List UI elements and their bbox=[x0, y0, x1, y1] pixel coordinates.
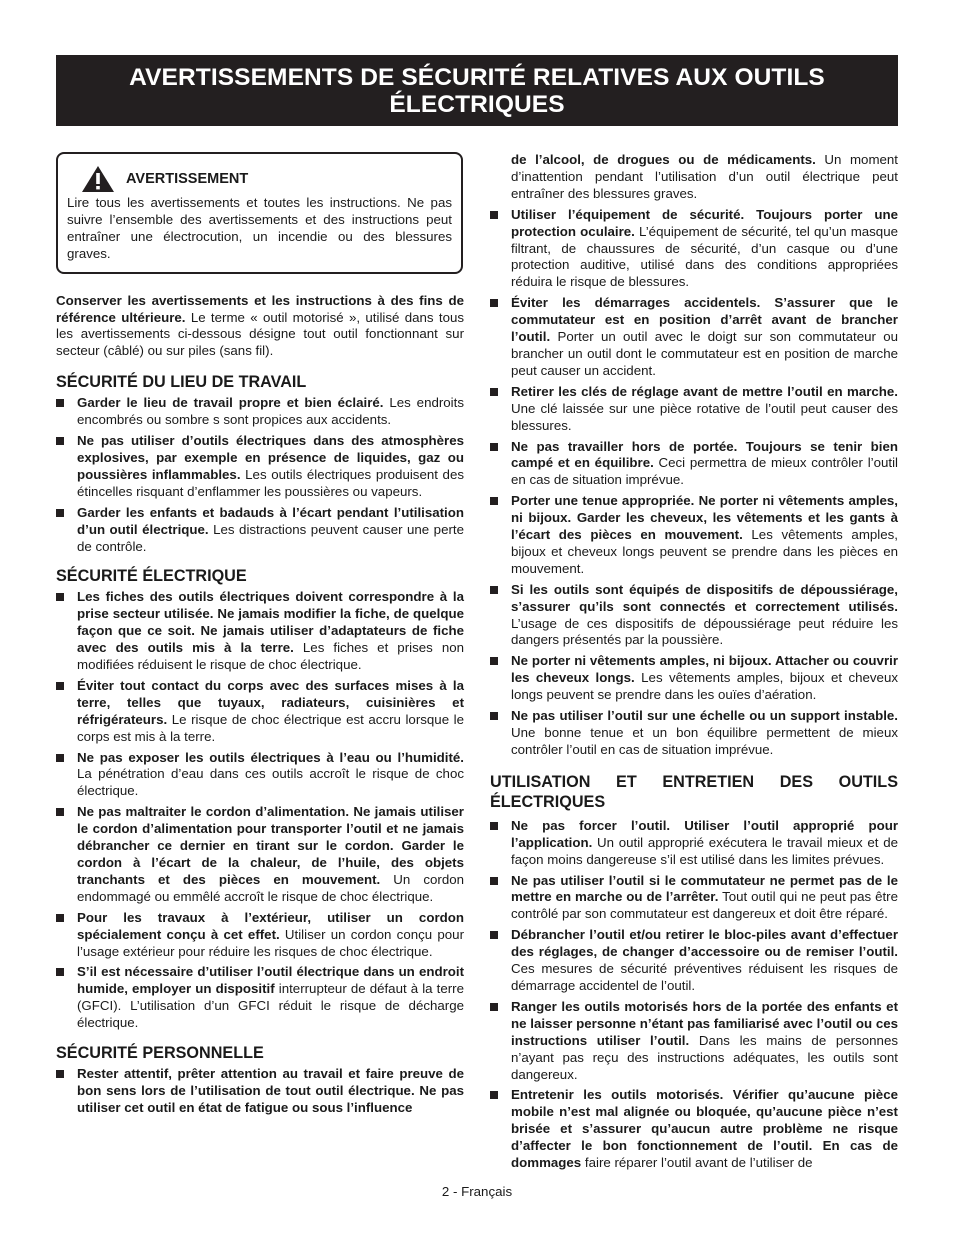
bullet-icon bbox=[490, 657, 498, 665]
item-text: Un outil approprié exécutera le travail mieux et de façon moins dangereuse s’il est utilisé dans les limites prévues. bbox=[511, 834, 898, 867]
item-bold: Retirer les clés de réglage avant de mettre l’outil en marche. bbox=[511, 383, 898, 399]
list-item bbox=[56, 964, 464, 1032]
item-bold: Pour les travaux à l’extérieur, utiliser un cordon spécialement conçu à cet effet. bbox=[77, 909, 464, 942]
item-bold: Rester attentif, prêter attention au travail et faire preuve de bon sens lors de l’utilisation de tout outil électrique. Ne pas utiliser cet outil en état de fatigue ou sous l’influence bbox=[77, 1066, 464, 1115]
bullet-icon bbox=[490, 877, 498, 885]
warning-title: AVERTISSEMENT bbox=[126, 170, 249, 187]
list-item bbox=[490, 818, 898, 869]
page-title: AVERTISSEMENTS DE SÉCURITÉ RELATIVES AUX OUTILS ÉLECTRIQUES bbox=[56, 55, 898, 126]
item-bold: Éviter les démarrages accidentels. S’assurer que le commutateur est en position d’arrêt avant de brancher l’outil. bbox=[511, 295, 898, 345]
item-text: interrupteur de défaut à la terre (GFCI). L’utilisation d’un GFCI réduit le risque de décharge électrique. bbox=[77, 981, 464, 1031]
list-item bbox=[56, 589, 464, 674]
item-text: Une clé laissée sur une pièce rotative de l’outil peut causer des blessures. bbox=[511, 400, 898, 433]
item-text: Les endroits encombrés ou sombre s sont propices aux accidents. bbox=[77, 395, 464, 428]
list-item bbox=[56, 433, 464, 501]
bullet-icon bbox=[56, 754, 64, 762]
item-text: Le risque de choc électrique est accru lorsque le corps est mis à la terre. bbox=[77, 711, 464, 744]
bullet-icon bbox=[490, 388, 498, 396]
list-item bbox=[490, 927, 898, 995]
intro-paragraph bbox=[56, 293, 464, 361]
heading-personal: SÉCURITÉ PERSONNELLE bbox=[56, 1044, 264, 1063]
list-personal-continued bbox=[490, 207, 898, 759]
item-text: Les distractions peuvent causer une perte de contrôle. bbox=[77, 521, 464, 554]
item-text: Les vêtements amples, bijoux et cheveux longs peuvent se prendre dans les pièces en mouvement. bbox=[511, 527, 898, 576]
list-item bbox=[490, 493, 898, 578]
list-item bbox=[490, 295, 898, 380]
bullet-icon bbox=[56, 914, 64, 922]
item-bold: Entretenir les outils motorisés. Vérifier qu’aucune pièce mobile n’est mal alignée ou bloquée, qu’aucune pièce n’est brisée et s’assurer qu’aucun autre problème ne risque d’affecter le bon fonctionnement de l’outil. En cas de dommages bbox=[511, 1087, 898, 1171]
item-text: Un moment d’inattention pendant l’utilisation d’un outil électrique peut entraîner des blessures graves. bbox=[511, 152, 899, 201]
item-text: L’usage de ces dispositifs de dépoussiérage peut réduire les dangers présentés par la poussière. bbox=[511, 615, 898, 648]
bullet-icon bbox=[490, 1003, 498, 1011]
bullet-icon bbox=[490, 822, 498, 830]
list-item bbox=[490, 207, 898, 292]
bullet-icon bbox=[490, 443, 498, 451]
item-text: Ceci permettra de mieux contrôler l’outil en cas de situation imprévue. bbox=[511, 455, 898, 488]
item-bold: Ne pas utiliser l’outil si le commutateur ne permet pas de le mettre en marche ou de l’arrêter. bbox=[511, 872, 898, 905]
item-text: faire réparer l’outil avant de l’utiliser de bbox=[581, 1155, 813, 1171]
list-item bbox=[490, 873, 898, 924]
list-item bbox=[56, 804, 464, 905]
warning-header bbox=[67, 165, 452, 193]
bullet-icon bbox=[490, 586, 498, 594]
page-footer: 2 - Français bbox=[441, 1184, 513, 1199]
bullet-icon bbox=[490, 931, 498, 939]
list-item-continuation bbox=[490, 152, 898, 203]
list-use-care bbox=[490, 818, 898, 1172]
heading-electrical: SÉCURITÉ ÉLECTRIQUE bbox=[56, 567, 247, 586]
bullet-icon bbox=[56, 437, 64, 445]
list-item bbox=[490, 582, 898, 650]
heading-work-area: SÉCURITÉ DU LIEU DE TRAVAIL bbox=[56, 373, 307, 392]
item-bold: S’il est nécessaire d’utiliser l’outil électrique dans un endroit humide, employer un dispositif bbox=[77, 964, 464, 997]
item-bold: Éviter tout contact du corps avec des surfaces mises à la terre, telles que tuyaux, radiateurs, cuisinières et réfrigérateurs. bbox=[77, 677, 464, 727]
bullet-icon bbox=[490, 712, 498, 720]
list-item bbox=[490, 384, 898, 435]
bullet-icon bbox=[56, 509, 64, 517]
bullet-icon bbox=[56, 968, 64, 976]
item-text: Ces mesures de sécurité préventives réduisent les risques de démarrage accidentel de l’outil. bbox=[511, 961, 898, 993]
bullet-icon bbox=[56, 808, 64, 816]
heading-use-care: UTILISATION ET ENTRETIEN DES OUTILS ÉLECTRIQUES bbox=[490, 772, 898, 811]
bullet-icon bbox=[56, 399, 64, 407]
list-item bbox=[490, 708, 898, 759]
item-bold: Garder les enfants et badauds à l’écart pendant l’utilisation d’un outil électrique. bbox=[77, 504, 464, 537]
item-text: Les fiches et prises non modifiées réduisent le risque de choc électrique. bbox=[77, 640, 465, 673]
item-bold: Ranger les outils motorisés hors de la portée des enfants et ne laisser personne n’étant pas familiarisé avec l’outil ou ces instructions utiliser l’outil. bbox=[511, 998, 898, 1048]
item-text: Tout outil qui ne peut pas être contrôlé par son commutateur est dangereux et doit être réparé. bbox=[511, 889, 898, 922]
item-text: Une bonne tenue et un bon équilibre permettent de mieux contrôler l’outil en cas de situation imprévue. bbox=[511, 725, 898, 757]
list-item bbox=[56, 750, 464, 801]
item-bold: Si les outils sont équipés de dispositifs de dépoussiérage, s’assurer qu’ils sont connectés et correctement utilisés. bbox=[511, 581, 898, 614]
list-item bbox=[490, 439, 898, 490]
item-bold: Porter une tenue appropriée. Ne porter ni vêtements amples, ni bijoux. Garder les cheveux, les vêtements et les gants à l’écart des pièces en mouvement. bbox=[511, 493, 898, 543]
item-text: Les outils électriques produisent des étincelles risquant d’enflammer les poussières ou vapeurs. bbox=[77, 466, 464, 499]
bullet-icon bbox=[56, 1070, 64, 1078]
item-text: Les vêtements amples, bijoux et cheveux longs peuvent se prendre dans les ouïes d’aération. bbox=[511, 670, 898, 703]
list-item bbox=[56, 678, 464, 746]
item-text: Un cordon endommagé ou emmêlé accroît le risque de choc électrique. bbox=[77, 871, 465, 904]
bullet-icon bbox=[56, 593, 64, 601]
list-item bbox=[56, 910, 464, 961]
item-bold: Garder le lieu de travail propre et bien éclairé. bbox=[77, 395, 384, 411]
item-text: Porter un outil avec le doigt sur son commutateur ou brancher un outil dont le commutateur est en position de marche peut causer un accident. bbox=[511, 329, 898, 378]
list-item bbox=[490, 653, 898, 704]
bullet-icon bbox=[490, 299, 498, 307]
right-column bbox=[490, 152, 898, 1176]
intro-bold: Conserver les avertissements et les instructions à des fins de référence ultérieure. bbox=[56, 292, 464, 325]
list-item bbox=[56, 395, 464, 429]
item-bold: Ne pas utiliser d’outils électriques dans des atmosphères explosives, par exemple en présence de liquides, gaz ou poussières inflammables. bbox=[77, 433, 464, 482]
warning-triangle-icon bbox=[81, 165, 115, 193]
intro-text: Le terme « outil motorisé », utilisé dans tous les avertissements ci-dessous désigne tout outil fonctionnant sur secteur (câblé) ou sur piles (sans fil). bbox=[56, 309, 465, 359]
list-electrical bbox=[56, 589, 464, 1032]
item-bold: Les fiches des outils électriques doivent correspondre à la prise secteur utilisée. Ne jamais modifier la fiche, de quelque façon que ce soit. Ne jamais utiliser d’adaptateurs de fiche avec des outils mis à la terre. bbox=[77, 589, 464, 656]
bullet-icon bbox=[490, 1091, 498, 1099]
list-item bbox=[490, 999, 898, 1084]
item-bold: Ne pas exposer les outils électriques à l’eau ou l’humidité. bbox=[77, 749, 464, 765]
item-text: La pénétration d’eau dans ces outils accroît le risque de choc électrique. bbox=[77, 766, 464, 799]
bullet-icon bbox=[56, 682, 64, 690]
item-bold: Ne pas travailler hors de portée. Toujours se tenir bien campé et en équilibre. bbox=[511, 438, 898, 471]
warning-box bbox=[56, 152, 463, 274]
bullet-icon bbox=[490, 211, 498, 219]
item-text: Dans les mains de personnes n’ayant pas reçu des instructions adéquates, les outils sont dangereux. bbox=[511, 1032, 898, 1082]
item-bold: Ne pas maltraiter le cordon d’alimentation. Ne jamais utiliser le cordon d’alimentation pour transporter l’outil et ne jamais débrancher ce dernier en tirant sur le cordon. Garder le cordon à l’écart de la chaleur, de l’huile, des objets tranchants et des pièces en mouvement. bbox=[77, 804, 464, 887]
item-bold: de l’alcool, de drogues ou de médicaments. bbox=[511, 152, 816, 167]
item-bold: Ne pas utiliser l’outil sur une échelle ou un support instable. bbox=[511, 708, 898, 724]
warning-text: Lire tous les avertissements et toutes les instructions. Ne pas suivre l’ensemble des avertissements et des instructions peut entraîner une électrocution, un incendie ou des blessures graves. bbox=[67, 195, 452, 261]
item-text: Utiliser un cordon conçu pour l’usage extérieur pour réduire les risques de choc électrique. bbox=[77, 926, 464, 959]
list-item bbox=[490, 1087, 898, 1172]
item-bold: Utiliser l’équipement de sécurité. Toujours porter une protection oculaire. bbox=[511, 206, 898, 239]
list-item bbox=[56, 505, 464, 556]
list-work-area bbox=[56, 395, 464, 555]
item-bold: Ne pas forcer l’outil. Utiliser l’outil approprié pour l’application. bbox=[511, 817, 898, 850]
left-column bbox=[56, 152, 464, 1121]
bullet-icon bbox=[490, 497, 498, 505]
item-text: L’équipement de sécurité, tel qu’un masque filtrant, de chaussures de sécurité, d’un casque ou d’une protection auditive, utilisé dans des conditions appropriées réduira le risque de blessures. bbox=[511, 223, 898, 290]
item-bold: Ne porter ni vêtements amples, ni bijoux. Attacher ou couvrir les cheveux longs. bbox=[511, 653, 898, 686]
item-bold: Débrancher l’outil et/ou retirer le bloc-piles avant d’effectuer des réglages, de changer d’accessoire ou de remiser l’outil. bbox=[511, 927, 898, 960]
list-item bbox=[56, 1066, 464, 1117]
list-personal bbox=[56, 1066, 464, 1117]
